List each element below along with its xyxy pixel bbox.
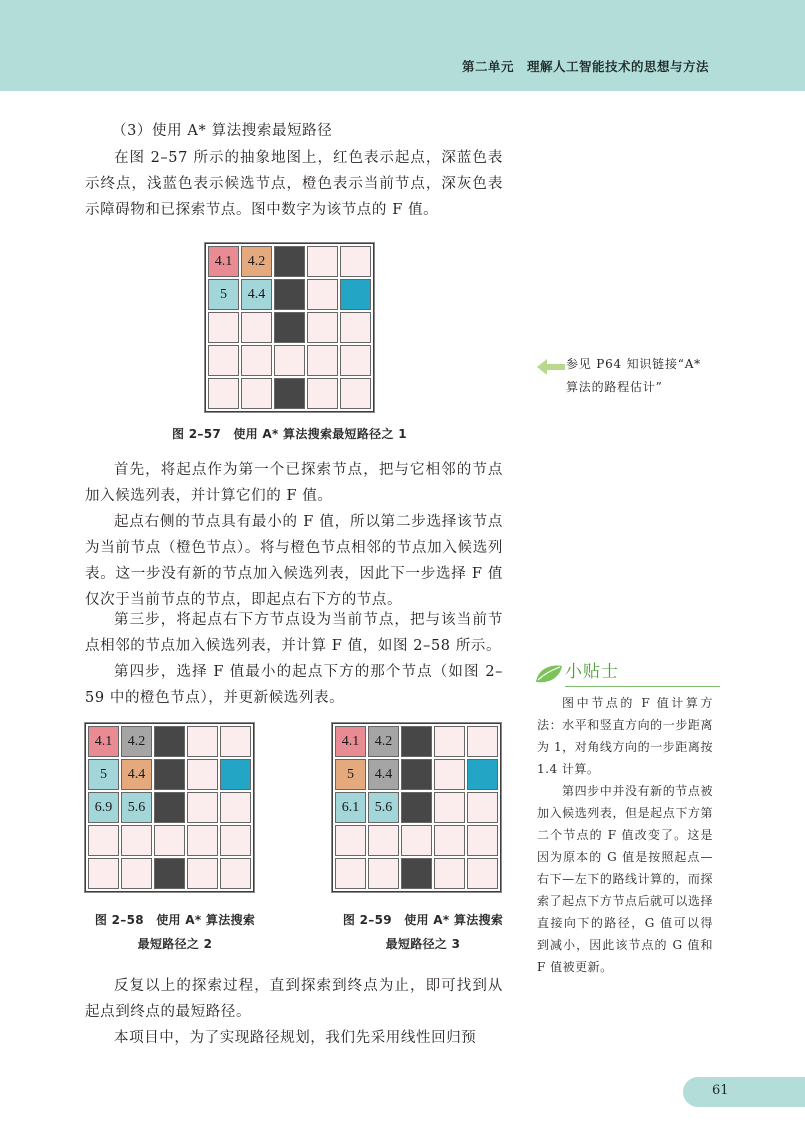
grid-cell (401, 825, 432, 856)
grid-cell (434, 792, 465, 823)
grid-cell: 4.1 (208, 246, 239, 277)
grid-cell (88, 825, 119, 856)
grid-cell: 4.4 (241, 279, 272, 310)
grid-cell: 5 (335, 759, 366, 790)
grid-cell (274, 345, 305, 376)
paragraph-step2: 起点右侧的节点具有最小的 F 值，所以第二步选择该节点为当前节点（橙色节点）。将与橙色节点相邻的节点加入候选列表。这一步没有新的节点加入候选列表，因此下一步选择 F 值仅次于当前节点的节点，即起点右下方的节点。 (85, 514, 503, 608)
grid-cell (335, 825, 366, 856)
grid-cell: 5.6 (121, 792, 152, 823)
grid-cell (220, 726, 251, 757)
grid-cell (340, 378, 371, 409)
grid-cell: 4.2 (121, 726, 152, 757)
grid-cell (307, 246, 338, 277)
grid-cell (401, 858, 432, 889)
grid-cell (335, 858, 366, 889)
grid-cell (307, 378, 338, 409)
grid-cell (401, 726, 432, 757)
grid-cell (434, 726, 465, 757)
grid-cell (274, 312, 305, 343)
paragraph-step4: 第四步，选择 F 值最小的起点下方的那个节点（如图 2–59 中的橙色节点），并更新候选列表。 (85, 664, 503, 706)
paragraph-intro: 在图 2–57 所示的抽象地图上，红色表示起点，深蓝色表示终点，浅蓝色表示候选节点，橙色表示当前节点，深灰色表示障碍物和已探索节点。图中数字为该节点的 F 值。 (85, 150, 503, 218)
unit-title: 第二单元 理解人工智能技术的思想与方法 (461, 59, 709, 74)
grid-cell (88, 858, 119, 889)
grid-cell: 4.2 (368, 726, 399, 757)
grid-cell (241, 312, 272, 343)
grid-cell: 4.1 (335, 726, 366, 757)
grid-cell (208, 378, 239, 409)
grid-cell (368, 825, 399, 856)
grid-cell (154, 858, 185, 889)
grid-cell (467, 858, 498, 889)
grid-cell (274, 246, 305, 277)
grid-cell (274, 378, 305, 409)
grid-cell (307, 345, 338, 376)
figure-2-59-caption-line1: 图 2–59 使用 A* 算法搜索 (342, 913, 504, 927)
paragraph-step3: 第三步，将起点右下方节点设为当前节点，把与该当前节点相邻的节点加入候选列表，并计算 F 值，如图 2–58 所示。 (85, 612, 503, 654)
grid-cell (307, 312, 338, 343)
grid-cell (220, 825, 251, 856)
section-heading: （3）使用 A* 算法搜索最短路径 (112, 123, 333, 139)
grid-cell (187, 726, 218, 757)
grid-cell: 5.6 (368, 792, 399, 823)
grid-cell (340, 312, 371, 343)
grid-cell (368, 858, 399, 889)
figure-2-58-caption-line1: 图 2–58 使用 A* 算法搜索 (94, 913, 256, 927)
figure-2-59-caption-line2: 最短路径之 3 (385, 937, 461, 951)
page-number: 61 (712, 1083, 729, 1098)
grid-cell (187, 825, 218, 856)
grid-cell: 4.4 (368, 759, 399, 790)
figure-2-58-caption (85, 908, 265, 956)
grid-cell (434, 825, 465, 856)
arrow-left-icon (537, 359, 565, 375)
tip-paragraph-1: 图中节点的 F 值计算方法：水平和竖直方向的一步距离为 1，对角线方向的一步距离按 1.4 计算。 (537, 696, 713, 776)
grid-cell (154, 825, 185, 856)
page-number-tab (683, 1077, 805, 1107)
side-note-line1: 参见 P64 知识链接“A* (566, 357, 701, 371)
grid-cell (220, 858, 251, 889)
tip-divider (565, 686, 720, 687)
grid-cell (467, 825, 498, 856)
grid-cell: 5 (208, 279, 239, 310)
grid-cell: 6.9 (88, 792, 119, 823)
figure-2-59-grid (332, 723, 501, 892)
grid-cell (220, 792, 251, 823)
grid-cell (154, 792, 185, 823)
leaf-icon (534, 664, 564, 684)
paragraph-step1: 首先，将起点作为第一个已探索节点，把与它相邻的节点加入候选列表，并计算它们的 F 值。 (85, 462, 503, 504)
grid-cell: 4.4 (121, 759, 152, 790)
side-note-line2: 算法的路程估计” (566, 380, 663, 394)
tip-title: 小贴士 (565, 662, 619, 682)
grid-cell: 4.1 (88, 726, 119, 757)
figure-2-59-caption (333, 908, 513, 956)
grid-cell: 6.1 (335, 792, 366, 823)
figure-2-57-grid (205, 243, 374, 412)
paragraph-project: 本项目中，为了实现路径规划，我们先采用线性回归预 (114, 1030, 477, 1046)
figure-2-58-caption-line2: 最短路径之 2 (137, 937, 213, 951)
figure-2-57-caption: 图 2–57 使用 A* 算法搜索最短路径之 1 (172, 427, 407, 441)
grid-cell (187, 759, 218, 790)
grid-cell (154, 759, 185, 790)
grid-cell (434, 759, 465, 790)
paragraph-repeat: 反复以上的探索过程，直到探索到终点为止，即可找到从起点到终点的最短路径。 (85, 978, 503, 1020)
grid-cell (220, 759, 251, 790)
grid-cell (467, 726, 498, 757)
tip-paragraph-2: 第四步中并没有新的节点被加入候选列表，但是起点下方第二个节点的 F 值改变了。这是因为原本的 G 值是按照起点—右下—左下的路线计算的，而探索了起点下方节点后就可以选择直接向下的路径，G 值可以得到减小，因此该节点的 G 值和 F 值被更新。 (537, 784, 713, 974)
grid-cell (401, 759, 432, 790)
grid-cell (187, 858, 218, 889)
grid-cell: 5 (88, 759, 119, 790)
grid-cell (274, 279, 305, 310)
grid-cell (340, 246, 371, 277)
header-band (0, 0, 805, 91)
grid-cell (121, 858, 152, 889)
figure-2-58-grid (85, 723, 254, 892)
grid-cell (434, 858, 465, 889)
grid-cell (307, 279, 338, 310)
grid-cell (154, 726, 185, 757)
grid-cell (121, 825, 152, 856)
grid-cell (187, 792, 218, 823)
grid-cell (467, 792, 498, 823)
grid-cell (208, 312, 239, 343)
grid-cell (241, 345, 272, 376)
grid-cell (340, 345, 371, 376)
grid-cell (241, 378, 272, 409)
grid-cell (208, 345, 239, 376)
grid-cell (340, 279, 371, 310)
grid-cell (467, 759, 498, 790)
grid-cell (401, 792, 432, 823)
grid-cell: 4.2 (241, 246, 272, 277)
